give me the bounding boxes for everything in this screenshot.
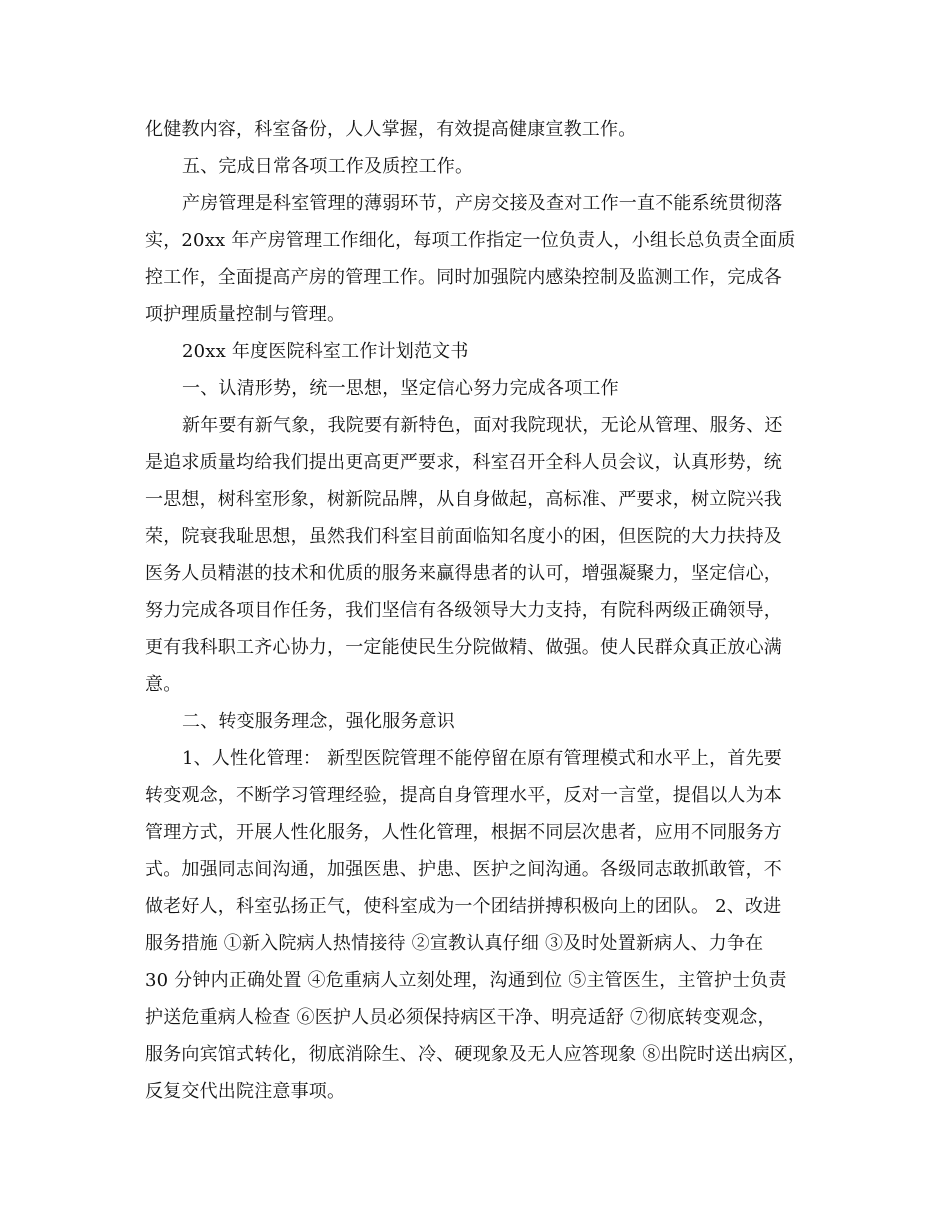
text-line: 意。	[145, 674, 182, 695]
text-line: 是追求质量均给我们提出更高更严要求，科室召开全科人员会议，认真形势，统	[145, 452, 782, 473]
text-line: 做老好人，科室弘扬正气，使科室成为一个团结拼搏积极向上的团队。 2、改进	[145, 896, 782, 917]
document-title: 20xx 年度医院科室工作计划范文书	[182, 341, 469, 362]
text-line: 管理方式，开展人性化服务，人性化管理，根据不同层次患者，应用不同服务方	[145, 822, 782, 843]
text-line: 式。加强同志间沟通，加强医患、护患、医护之间沟通。各级同志敢抓敢管，不	[145, 859, 782, 880]
text-line: 努力完成各项目作任务，我们坚信有各级领导大力支持，有院科两级正确领导，	[145, 600, 782, 621]
text-line: 新年要有新气象，我院要有新特色，面对我院现状，无论从管理、服务、还	[182, 415, 783, 436]
text-line: 项护理质量控制与管理。	[145, 304, 346, 325]
text-line: 医务人员精湛的技术和优质的服务来赢得患者的认可，增强凝聚力，坚定信心，	[145, 563, 782, 584]
text-line: 荣，院衰我耻思想，虽然我们科室目前面临知名度小的困，但医院的大力扶持及	[145, 526, 782, 547]
text-line: 转变观念，不断学习管理经验，提高自身管理水平，反对一言堂，提倡以人为本	[145, 785, 782, 806]
text-line: 护送危重病人检查 ⑥医护人员必须保持病区干净、明亮适舒 ⑦彻底转变观念，	[145, 1007, 776, 1028]
text-line: 更有我科职工齐心协力，一定能使民生分院做精、做强。使人民群众真正放心满	[145, 637, 782, 658]
text-line: 产房管理是科室管理的薄弱环节，产房交接及查对工作一直不能系统贯彻落	[182, 193, 783, 214]
text-line: 服务向宾馆式转化，彻底消除生、冷、硬现象及无人应答现象 ⑧出院时送出病区，	[145, 1044, 807, 1065]
section-heading: 五、完成日常各项工作及质控工作。	[182, 156, 474, 177]
text-line: 化健教内容，科室备份，人人掌握，有效提高健康宣教工作。	[145, 119, 637, 140]
section-heading: 二、转变服务理念，强化服务意识	[182, 711, 455, 732]
text-line: 服务措施 ①新入院病人热情接待 ②宣教认真仔细 ③及时处置新病人、力争在	[145, 933, 764, 954]
text-line: 30 分钟内正确处置 ④危重病人立刻处理，沟通到位 ⑤主管医生，主管护士负责	[145, 970, 787, 991]
text-line: 反复交代出院注意事项。	[145, 1081, 346, 1102]
text-line: 实，20xx 年产房管理工作细化，每项工作指定一位负责人，小组长总负责全面质	[145, 230, 796, 251]
section-heading: 一、认清形势，统一思想，坚定信心努力完成各项工作	[182, 378, 619, 399]
text-line: 1、人性化管理： 新型医院管理不能停留在原有管理模式和水平上，首先要	[182, 748, 782, 769]
text-line: 控工作，全面提高产房的管理工作。同时加强院内感染控制及监测工作，完成各	[145, 267, 782, 288]
text-line: 一思想，树科室形象，树新院品牌，从自身做起，高标准、严要求，树立院兴我	[145, 489, 782, 510]
